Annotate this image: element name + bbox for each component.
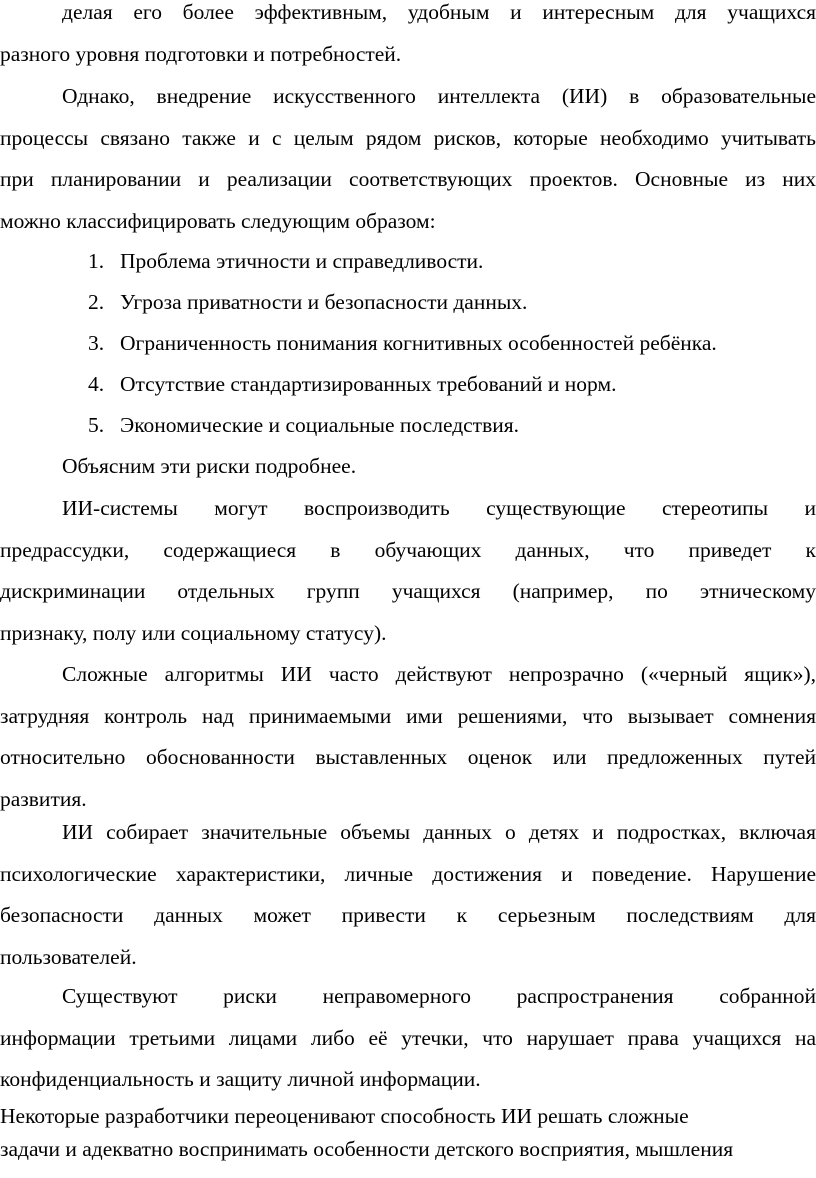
paragraph-explain xyxy=(0,446,816,488)
list-item xyxy=(88,405,808,447)
list-number: 3. xyxy=(88,331,105,355)
text-line: Однако, внедрение искусственного интеллекта (ИИ) в образовательные xyxy=(62,84,816,108)
text-line: ИИ-системы могут воспроизводить существующие стереотипы и xyxy=(62,496,816,520)
text-line: дискриминации отдельных групп учащихся (например, по этническому xyxy=(0,579,816,603)
text-line: ИИ собирает значительные объемы данных о детях и подростках, включая xyxy=(62,820,816,844)
list-text: Ограниченность понимания когнитивных особенностей ребёнка. xyxy=(120,331,717,355)
text-line: делая его более эффективным, удобным и интересным для учащихся xyxy=(62,0,816,24)
paragraph-data-collection xyxy=(0,812,816,978)
list-number: 2. xyxy=(88,290,105,314)
list-text: Угроза приватности и безопасности данных. xyxy=(120,290,528,314)
text-line: можно классифицировать следующим образом: xyxy=(0,208,436,233)
text-line: развития. xyxy=(0,786,87,811)
paragraph-continued-end xyxy=(0,34,816,76)
list-text: Экономические и социальные последствия. xyxy=(120,413,519,437)
text-line: информации третьими лицами либо её утечки, что нарушает права учащихся на xyxy=(0,1025,816,1050)
text-line: Сложные алгоритмы ИИ часто действуют непрозрачно («черный ящик»), xyxy=(62,662,816,686)
text-line: процессы связано также и с целым рядом рисков, которые необходимо учитывать xyxy=(0,125,816,150)
paragraph-black-box xyxy=(0,654,816,820)
text-line: безопасности данных может привести к серьезным последствиям для xyxy=(0,903,816,927)
text-line: пользователей. xyxy=(0,944,137,969)
paragraph-continued xyxy=(0,0,816,34)
list-number: 4. xyxy=(88,372,105,396)
text-line: разного уровня подготовки и потребностей. xyxy=(0,42,402,66)
text-line: задачи и адекватно воспринимать особенности детского восприятия, мышления xyxy=(0,1137,734,1161)
list-item xyxy=(88,241,808,283)
list-number: 5. xyxy=(88,413,105,437)
text-line: Существуют риски неправомерного распространения собранной xyxy=(62,984,816,1008)
list-item xyxy=(88,364,808,406)
text-line: конфиденциальность и защиту личной информации. xyxy=(0,1067,481,1091)
paragraph-data-leak xyxy=(0,976,816,1101)
text-line: Объясним эти риски подробнее. xyxy=(62,454,357,478)
text-line: при планировании и реализации соответствующих проектов. Основные из них xyxy=(0,167,816,191)
paragraph-overestimation xyxy=(0,1100,796,1166)
text-line: затрудняя контроль над принимаемыми ими решениями, что вызывает сомнения xyxy=(0,703,816,728)
list-number: 1. xyxy=(88,249,105,273)
list-item xyxy=(88,323,808,365)
text-line: психологические характеристики, личные достижения и поведение. Нарушение xyxy=(0,861,816,886)
list-item xyxy=(88,282,808,324)
text-line: признаку, полу или социальному статусу). xyxy=(0,620,387,645)
text-line: Некоторые разработчики переоценивают способность ИИ решать сложные xyxy=(0,1104,689,1128)
text-line: предрассудки, содержащиеся в обучающих данных, что приведет к xyxy=(0,537,816,562)
text-line: относительно обоснованности выставленных оценок или предложенных путей xyxy=(0,745,816,769)
paragraph-intro-risks xyxy=(0,76,816,242)
list-text: Отсутствие стандартизированных требований и норм. xyxy=(120,372,617,396)
list-text: Проблема этичности и справедливости. xyxy=(120,249,484,273)
paragraph-bias xyxy=(0,488,816,654)
